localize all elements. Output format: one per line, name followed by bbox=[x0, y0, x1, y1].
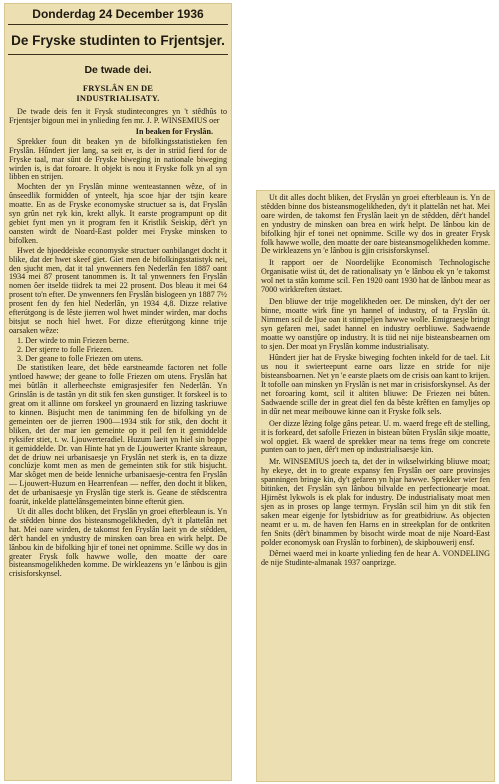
paragraph: Hûndert jier hat de Fryske biweging fochten inkeld for de tael. Lit us nou it swierteepunt earne oars lizze en stride for nije bisteansboarnen. Net yn 'e earste plaets om de crisis oan kant to krijen. It tofolle oan minsken yn Fryslân is net mar in crisisforskynsel. As der net foroaring komt, scil it altiten bliuwe: De Friezen nei bûten. Sadwaende scille der in great diel fen da bêste krêften en famyljes op in dûr net mear meibouwe kinne oan it Fryske folk sels. bbox=[261, 353, 490, 416]
paragraph: Sprekker foun dit beaken yn de bifolkingsstatistieken fen Fryslân. Hûndert jier lang, sa seit er, is der in striid fierd for de Fryske taal, mar sûnt de Fryske biweging in nationale biweging wirden is, is dat foroare. It objekt is nou it Fryske folk yn al syn libben en strijen. bbox=[9, 136, 227, 182]
paragraph: De statistiken leare, det bêde earstneamde factoren net folle yntloed hawwe; der geane to folle Friezen om utens. Fryslân hat mei bûtlân it allerheechste emigrasjesifer fen Nederlân. Yn Grinslân is de tastân yn dit stik fen sken gunstiger. It forskeel is to great om it allinne om forskeel yn grounaerd en lizzing taskriuwe to kinnen. Bisjucht men de tanimming fen de bifolking yn de gemeinten oer de jierren 1900—1934 stik for stik, den docht it bliken, det der mar ien gemeinte op it peil fen it gemiddelde ryksifer stiet, t. w. Ljouwerteradiel. Huzum laeit yn hiel sin boppe it gemiddelde. Dr. van Hinte hat yn de Ljouwerter Krante skreaun, det de driuw nei urbanisaesje yn Fryslân net sterk is, en ta dizze conclúzje komt men as men de gemeinten stik for stik bisjucht. Mar skôget men de beide lenniche urbanisaesje-centra fen Fryslân — Ljouwert-Huzum en Hearrenfean — neffer, den docht it bliken, det de urbanisaesje yn Fryslân tige sterk is. Geane de stêdscentra foarút, inkelde plattelânsgemeinten binne efterút gien. bbox=[9, 363, 227, 507]
section-title-line-2: INDUSTRIALISATY. bbox=[76, 93, 160, 103]
cause-list bbox=[17, 337, 227, 364]
article-body-left bbox=[4, 83, 232, 579]
paragraph: Mr. WINSEMIUS joech ta, det der in wikselwirking bliuwe moat; hy ekeye, det in to greate expansy fen Fryslân oer oare provinsjes spanningen bringe kin, dy't gefaren yn hjar hawwe. Sprekker wier fen bitinken, det Fryslân syn lânbou bilvalde en perfectionearje moat. Hjirnêst lykwols is ek plak for industry. De industrialisaty moat men sjen as in proses op lange termyn. Fryslân scil him yn dit stik fen saken mear eigenje for lytsbidriuw as for greatbidriuw. As objecten neamt er u. m. de haven fen Harns en in streekplan for de ontkriten fen Snits (dêr't binammen by bisocht wirde moat de nije Noard-East polder economysk oan Fryslân to forbinen), de skipbouwerij ensf. bbox=[261, 457, 490, 547]
paragraph: Dêrnei waerd mei in koarte ynlieding fen de hear A. VONDELING de nije Studinte-almanak 1937 oanprizge. bbox=[261, 549, 490, 568]
paragraph: Hwet de hjoeddeiske economyske structuer oanbilanget docht it blike, dat der hwet skeef giet. Giet men de bifolkingsstatistyk nei, den sjucht men, dat it tal ynwenners fen Nederlân fen 1887 oant 1934 mei 87 prosent tanommen is. It tal ynwenners fen Fryslân nomen ôer itselde tiidrek ta mei 22 prosent. Dos bleau it mei 64 prosent to'n efter. De ynwenners fen Fryslân bislogeen yn 1887 7½ prosent fen dy fen hiel Nederlân, yn 1934 4,8. Dizze relative efterútgong is de lêste jierren wol hwet minder wirden, mar dochs bitsjut se noch hiel hwet. For dizze efterútgong kinne trije oarsaken wêze: bbox=[9, 245, 227, 335]
subsection-heading: In beaken for Fryslân. bbox=[135, 126, 213, 136]
paragraph: It rapport oer de Noordelijke Economisch Technologische Organisatie wiist út, det de rationalisaty yn 'e lânbou ek yn 'e takomst wol net ta stân komme scil. Fen 1920 oant 1930 hat de lânbou mear as 7000 wirkkreften útstaet. bbox=[261, 258, 490, 295]
dateline: Donderdag 24 December 1936 bbox=[8, 3, 228, 25]
section-title-line-1: FRYSLÂN EN DE bbox=[82, 83, 154, 93]
list-item: 3. Der geane to folle Friezen om utens. bbox=[17, 353, 144, 363]
paragraph: De twade deis fen it Frysk studintecongres yn 't stêdhûs to Frjentsjer bigoun mei in ynlieding fen mr. J. P. WINSEMIUS oer bbox=[9, 107, 227, 125]
newspaper-column-left bbox=[4, 3, 232, 781]
list-item: 1. Der wirde to min Friezen berne. bbox=[17, 335, 129, 345]
paragraph: Ut dit alles docht bliken, det Fryslân yn groei efterbleaun is. Yn de stêdden binne dos bisteansmogelikheden, dy't it plattelân net hat. Mei oare wirden, de takomst fen Fryslân laeit yn de stêdden, dêr't handel en yndustry de minsken oan brea en wirk helpt. De lânbou kin de bifolking hjir ef tonei net opnimme. Scille wy dos in greater Frysk folk hawwe wolle, den moatte der oare bisteansmogelikheden komme. De wirkleazens yn 'e lânbou is gjin crisisforskynsel. bbox=[9, 506, 227, 579]
paragraph: Oer dizze lêzing folge gâns petear. U. m. waerd frege eft de stelling, it is forkeard, det safolle Friezen in bistean bûten Fryslân sikje moatte, wol opgiet. Ek waerd de sprekker mear na tems frege om concrete punten oan to jaen, dêr't men op industrialisaesje kin. bbox=[261, 418, 490, 455]
paragraph: Ut dit alles docht bliken, det Fryslân yn groei efterbleaun is. Yn de stêdden binne dos bisteansmogelikheden, dy't it plattelân net hat. Mei oare wirden, de takomst fen Fryslân laeit yn de stêdden, dêr't handel en yndustry de minsken oan brea en wirk helpt. De lânbou kin de bifolking hjir ef tonei net opnimme. Scille wy dos in greater Frysk folk hawwe wolle, den moatte der oare bisteansmogelikheden komme. De wirkleazens yn 'e lânbou is gjin crisisforskynsel. bbox=[261, 193, 490, 256]
newspaper-column-right bbox=[256, 190, 495, 782]
headline: De Fryske studinten to Frjentsjer. bbox=[8, 25, 228, 55]
paragraph: Mochten der yn Fryslân minne wenteastannen wêze, of in ûnseedlik formidden of ynteelt, hja scoe hjar der tsjin keare moatte. En as de Fryske economyske structuer sa is, dat Fryslân syn grûn net ryk kin, krekt allyk. It earste programpunt op dit gebiet fynt men yn it program fen it Kristlik Seiskip, dêr't yn oansten wirdt de Noard-East polder mei Fryske minsken to bifolken. bbox=[9, 182, 227, 245]
paragraph: Den bliuwe der trije mogelikheden oer. De minsken, dy't der oer binne, moatte wirk fine yn hannel of industry, of ta Fryslân út. Nimmen scil de ljue oan it stimpeljen hawwe wolle. Emigraesje bringt syn gefaren mei, sadet hannel en industry oerbliuwe. Sadwaende moatte wy oanstjûre op industry. It is tiid nei nije bisteansbearnen om to sjen. Der moat yn Fryslân komme industrialisaty. bbox=[261, 296, 490, 351]
list-item: 2. Der stjerre to folle Friezen. bbox=[17, 344, 113, 354]
subhead: De twade dei. bbox=[84, 64, 152, 76]
article-body-right bbox=[256, 190, 495, 568]
